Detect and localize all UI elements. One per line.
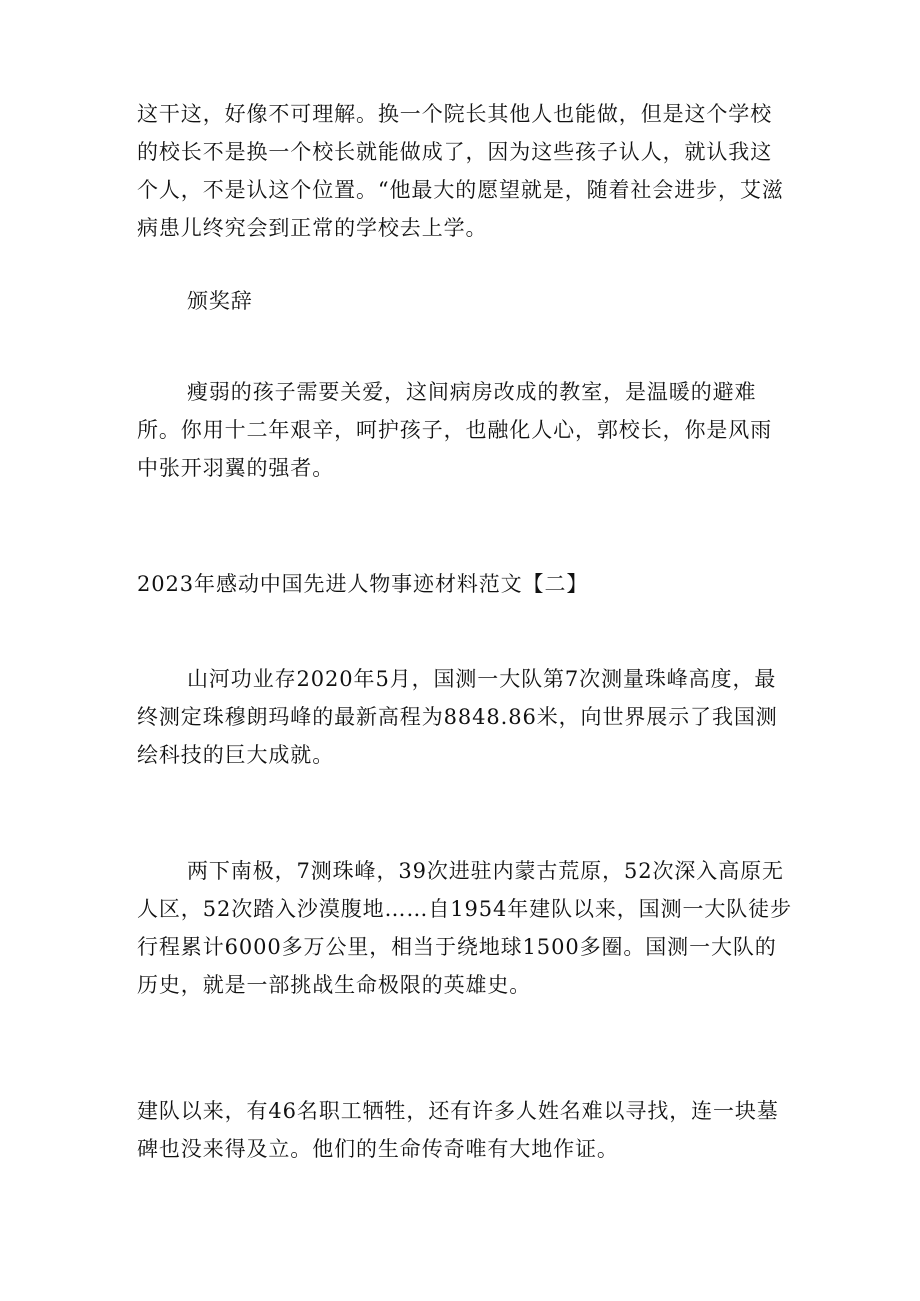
section-title: 2023年感动中国先进人物事迹材料范文【二】 (137, 572, 589, 596)
paragraph-sacrifice: 建队以来，有46名职工牺牲，还有许多人姓名难以寻找，连一块墓碑也没来得及立。他们的生命传奇唯有大地作证。 (137, 1099, 779, 1161)
paragraph-continuation: 这干这，好像不可理解。换一个院长其他人也能做，但是这个学校的校长不是换一个校长就能做成了，因为这些孩子认人，就认我这个人，不是认这个位置。“他最大的愿望就是，随着社会进步，艾滋病患儿终究会到正常的学校去上学。 (137, 102, 784, 240)
award-speech-paragraph: 瘦弱的孩子需要关爱，这间病房改成的教室，是温暖的避难所。你用十二年艰辛，呵护孩子，也融化人心，郭校长，你是风雨中张开羽翼的强者。 (137, 380, 773, 480)
award-speech-heading: 颁奖辞 (187, 289, 253, 313)
paragraph-survey-team-history: 两下南极，7测珠峰，39次进驻内蒙古荒原，52次深入高原无人区，52次踏入沙漠腹地……自1954年建队以来，国测一大队徒步行程累计6000多万公里，相当于绕地球1500多圈。国测一大队的历史，就是一部挑战生命极限的英雄史。 (137, 859, 792, 997)
paragraph-everest-survey: 山河功业存2020年5月，国测一大队第7次测量珠峰高度，最终测定珠穆朗玛峰的最新高程为8848.86米，向世界展示了我国测绘科技的巨大成就。 (137, 667, 778, 767)
